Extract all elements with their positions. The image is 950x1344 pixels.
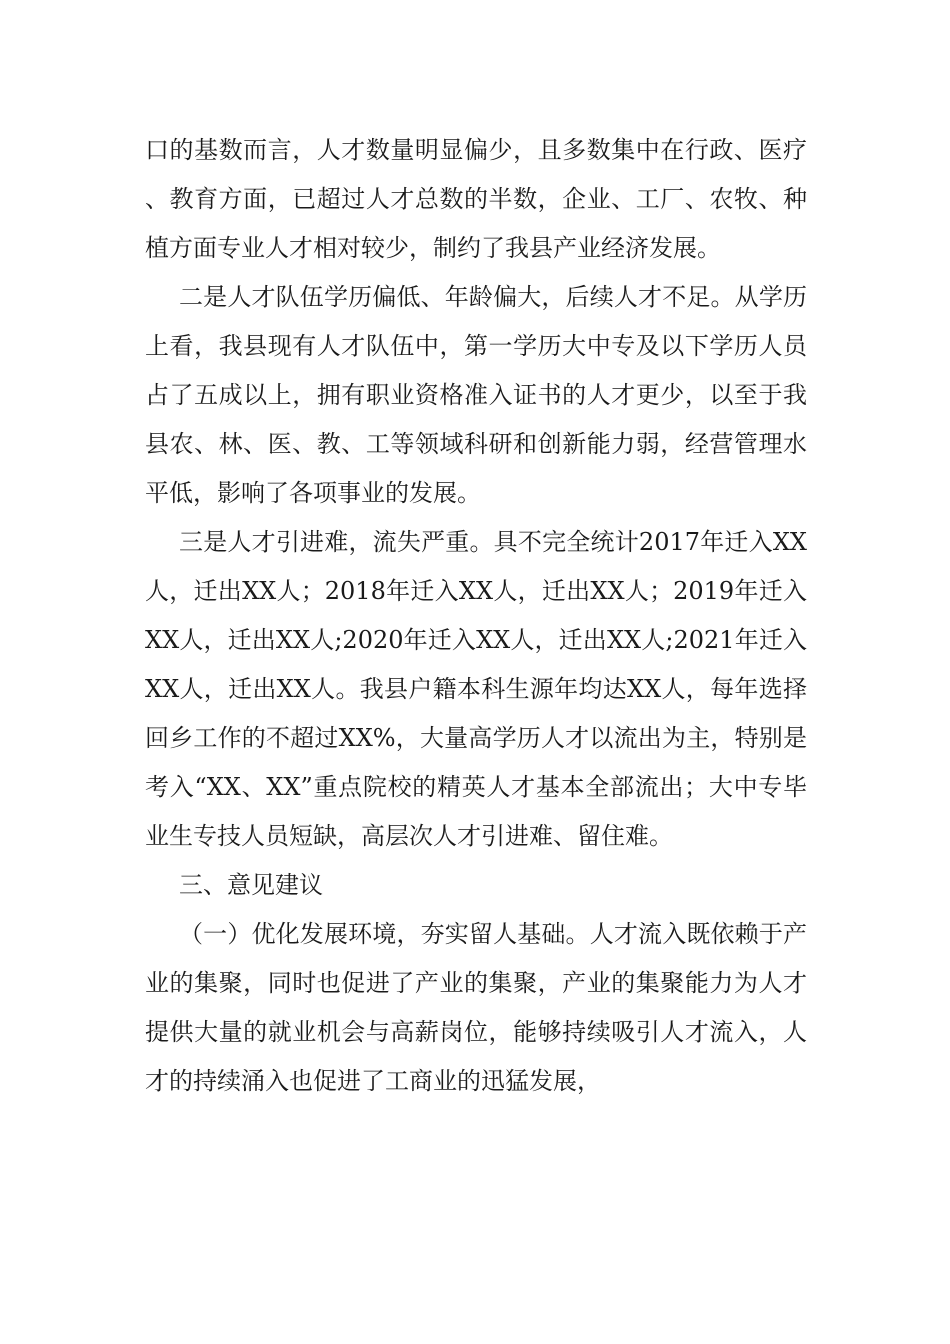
- paragraph-continuation: 口的基数而言，人才数量明显偏少，且多数集中在行政、医疗、教育方面，已超过人才总数的半数，企业、工厂、农牧、种植方面专业人才相对较少，制约了我县产业经济发展。: [145, 136, 807, 262]
- section-heading-suggestions: 三、意见建议: [179, 871, 323, 899]
- paragraph-talent-education-age: 二是人才队伍学历偏低、年龄偏大，后续人才不足。从学历上看，我县现有人才队伍中，第一学历大中专及以下学历人员占了五成以上，拥有职业资格准入证书的人才更少，以至于我县农、林、医、教、工等领域科研和创新能力弱，经营管理水平低，影响了各项事业的发展。: [145, 283, 807, 507]
- paragraph-optimize-environment: （一）优化发展环境，夯实留人基础。人才流入既依赖于产业的集聚，同时也促进了产业的集聚，产业的集聚能力为人才提供大量的就业机会与高薪岗位，能够持续吸引人才流入，人才的持续涌入也促进了工商业的迅猛发展，: [145, 920, 807, 1095]
- paragraph-talent-outflow: 三是人才引进难，流失严重。具不完全统计2017年迁入XX人，迁出XX人；2018年迁入XX人，迁出XX人；2019年迁入XX人，迁出XX人;2020年迁入XX人，迁出XX人;2021年迁入XX人，迁出XX人。我县户籍本科生源年均达XX人，每年选择回乡工作的不超过XX%，大量高学历人才以流出为主，特别是考入“XX、XX”重点院校的精英人才基本全部流出；大中专毕业生专技人员短缺，高层次人才引进难、留住难。: [145, 528, 807, 850]
